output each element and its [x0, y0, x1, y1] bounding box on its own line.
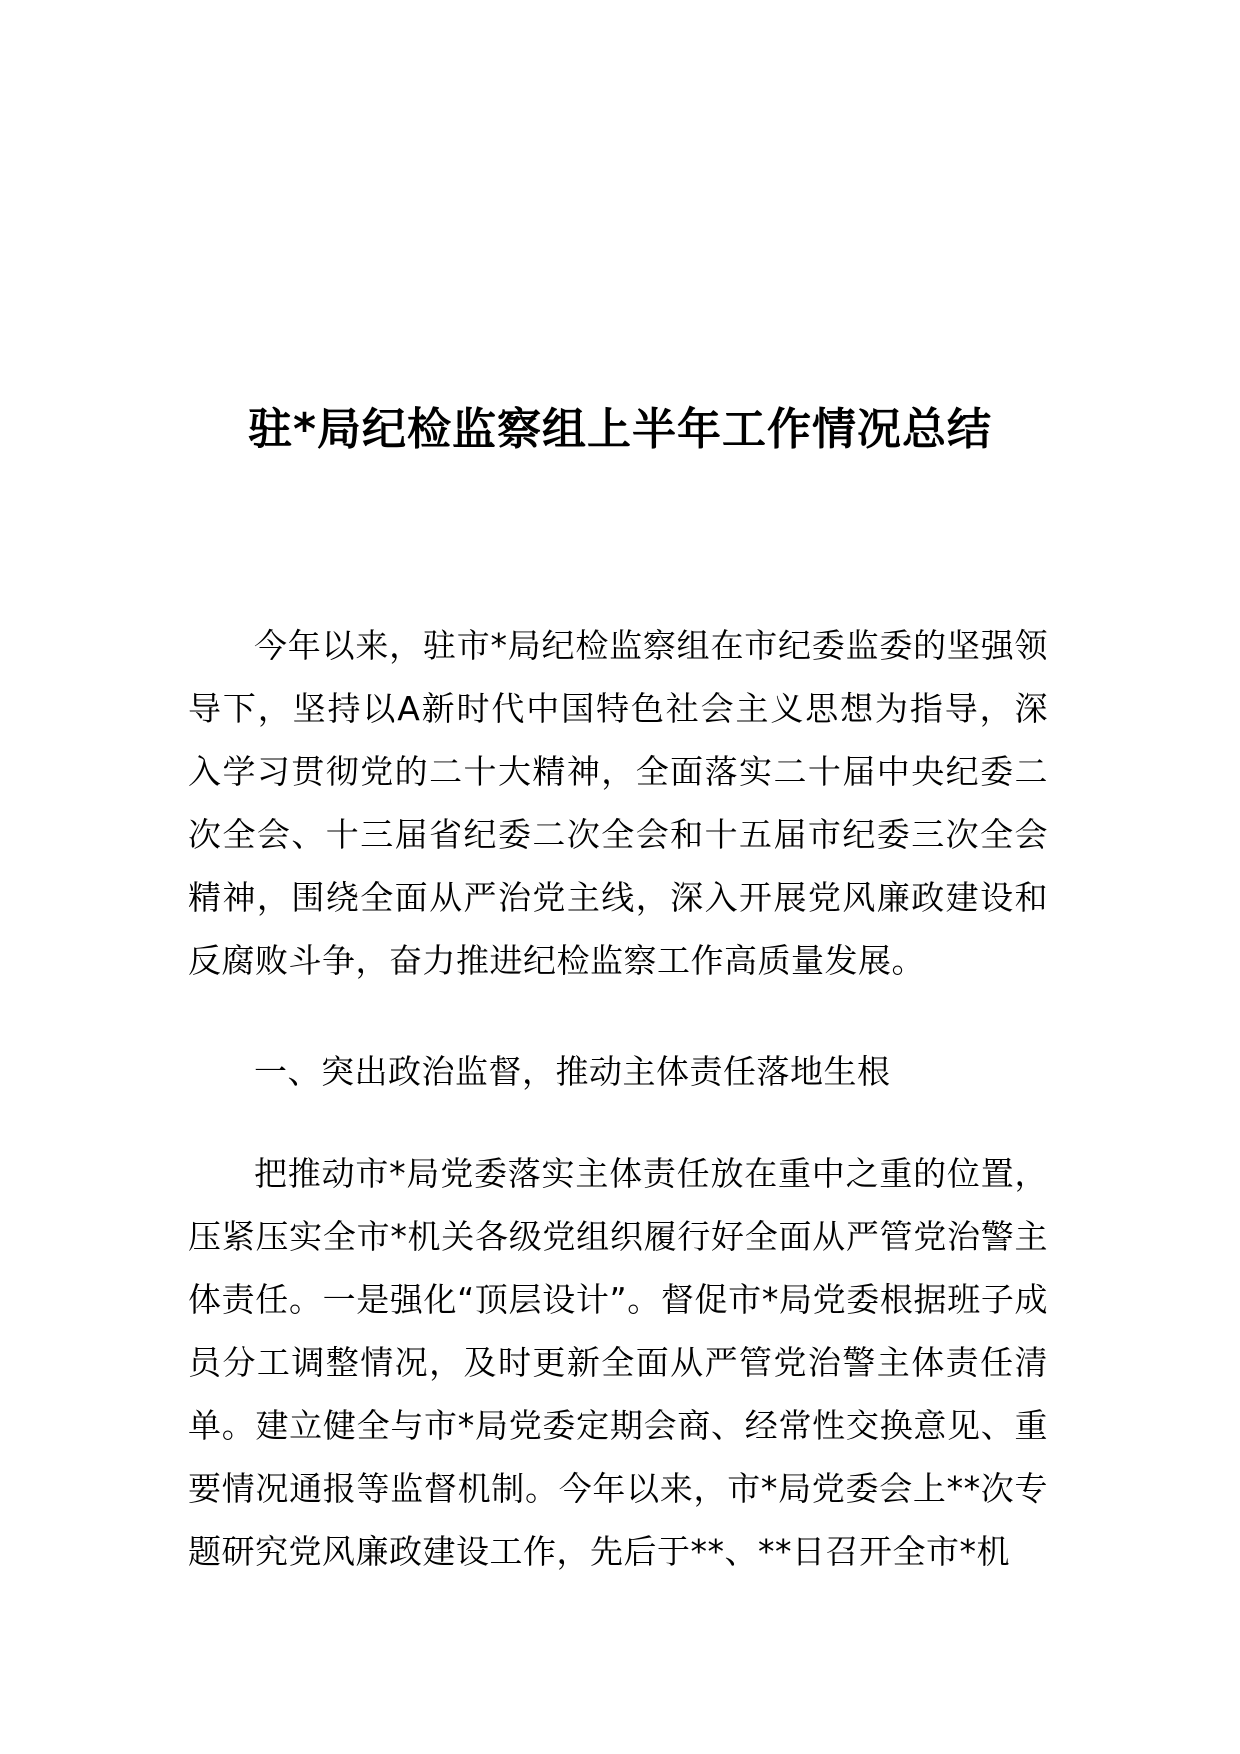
document-title: 驻*局纪检监察组上半年工作情况总结 [247, 404, 992, 455]
intro-paragraph: 今年以来，驻市*局纪检监察组在市纪委监委的坚强领导下，坚持以A新时代中国特色社会主义思想为指导，深入学习贯彻党的二十大精神，全面落实二十届中央纪委二次全会、十三届省纪委二次全会和十五届市纪委三次全会精神，围绕全面从严治党主线，深入开展党风廉政建设和反腐败斗争，奋力推进纪检监察工作高质量发展。 [188, 626, 1048, 980]
section-heading: 一、突出政治监督，推动主体责任落地生根 [254, 1052, 891, 1091]
section-paragraph: 把推动市*局党委落实主体责任放在重中之重的位置，压紧压实全市*机关各级党组织履行好全面从严管党治警主体责任。一是强化“顶层设计”。督促市*局党委根据班子成员分工调整情况，及时更新全面从严管党治警主体责任清单。建立健全与市*局党委定期会商、经常性交换意见、重要情况通报等监督机制。今年以来，市*局党委会上**次专题研究党风廉政建设工作，先后于**、**日召开全市*机 [188, 1154, 1049, 1571]
